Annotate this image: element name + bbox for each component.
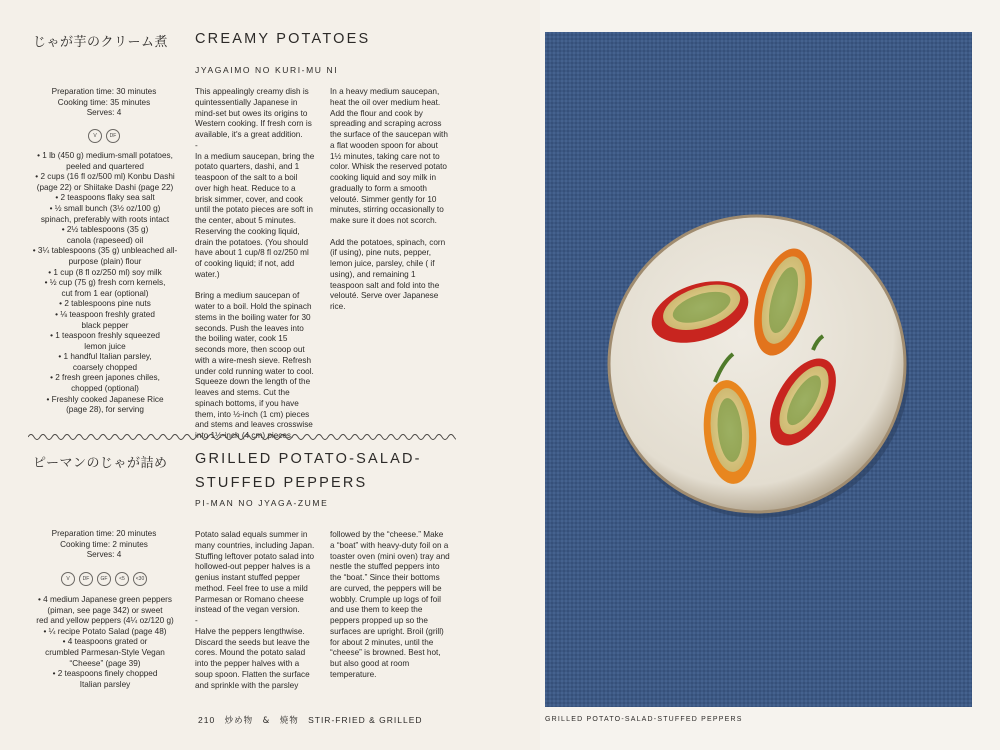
recipe2-jp-title: ピーマンのじゃが詰め (33, 456, 168, 471)
badge-df: DF (106, 129, 120, 143)
recipe1-jp-title: じゃが芋のクリーム煮 (33, 35, 169, 50)
recipe1-meta (28, 87, 180, 119)
ingredient-line: red and yellow peppers (4¼ oz/120 g) (36, 616, 174, 626)
ingredient-line: “Cheese” (page 39) (69, 658, 141, 668)
ingredient-line: peeled and quartered (66, 161, 144, 171)
badge-v: V (88, 129, 102, 143)
recipe2-title-line1: GRILLED POTATO-SALAD- (195, 451, 422, 467)
ingredient-line: black pepper (81, 320, 129, 330)
method-paragraph: followed by the “cheese.” Make a “boat” with heavy-duty foil on a toaster oven (mini oven) tray and nestle the stuffed peppers into the “boat.” Since their bottoms are curved, the peppers will be wobbly. Crumple up logs of foil and use them to keep the peppers propped up so the surfaces are upright. Broil (grill) for about 2 minutes, until the “cheese” is browned. Best hot, but also good at room temperature. (330, 530, 450, 679)
ingredient-line: • 2 teaspoons flaky sea salt (55, 193, 155, 203)
cook-time: Cooking time: 2 minutes (60, 539, 148, 549)
ingredient-line: • 2 tablespoons pine nuts (59, 299, 151, 309)
recipe2-method-col1 (195, 530, 315, 702)
recipe1-diet-badges (28, 129, 180, 143)
ingredient-line: • 2 fresh green japones chiles, (50, 373, 160, 383)
method-paragraph: Add the potatoes, spinach, corn (if using), pine nuts, pepper, lemon juice, parsley, chile ( if using), and remaining 1 teaspoon salt and fold into the velouté. Serve over Japanese rice. (330, 237, 446, 311)
recipe1-romaji: JYAGAIMO NO KURI-MU NI (195, 65, 339, 75)
ingredient-line: • 2½ tablespoons (35 g) (61, 225, 149, 235)
recipe2-romaji: PI-MAN NO JYAGA-ZUME (195, 498, 329, 508)
cook-time: Cooking time: 35 minutes (57, 97, 151, 107)
ingredient-line: • 2 cups (16 fl oz/500 ml) Konbu Dashi (35, 172, 175, 182)
ingredient-line: coarsely chopped (72, 362, 138, 372)
ingredient-line: crumbled Parmesan-Style Vegan (45, 647, 165, 657)
wave-divider (28, 431, 456, 443)
recipe2-method-col2 (330, 530, 450, 691)
recipe1-method-col1 (195, 87, 315, 453)
method-paragraph: Potato salad equals summer in many countries, including Japan. Stuffing leftover potato salad into hollowed-out pepper halves is a genius instant stuffed pepper method. Feel free to use a mild Parmesan or Romano cheese instead of the vegan version. (195, 530, 315, 615)
ingredient-line: spinach, preferably with roots intact (40, 214, 170, 224)
method-paragraph: Bring a medium saucepan of water to a boil. Hold the spinach stems in the boiling water for 30 seconds. Push the leaves into the boiling water, cook 15 seconds more, then scoop out with a wire-mesh sieve. Refresh under cold running water to cool. Squeeze down the length of the leaves and stems. Cut the spinach bottoms, if you have them, into ½-inch (1 cm) pieces and stems and leaves crosswise into 1½-inch (4 cm) pieces. (195, 291, 314, 440)
ingredient-line: Italian parsley (79, 679, 131, 689)
ingredient-line: • 1 lb (450 g) medium-small potatoes, (37, 151, 173, 160)
method-paragraph: In a heavy medium saucepan, heat the oil over medium heat. Add the flour and cook by spreading and scraping across the surface of the saucepan with a flat wooden spoon for about 1½ minutes, taking care not to color. Whisk the reserved potato cooking liquid and soy milk in gradually to form a smooth velouté. Simmer gently for 10 minutes, stirring occasionally to make sure it does not scorch. (330, 87, 448, 225)
servings: Serves: 4 (86, 550, 122, 560)
prep-time: Preparation time: 30 minutes (51, 87, 157, 96)
ingredient-line: (page 22) or Shiitake Dashi (page 22) (36, 182, 174, 192)
method-paragraph: Halve the peppers lengthwise. Discard the seeds but leave the cores. Mound the potato salad into the pepper halves with a soup spoon. Flatten the surface and sprinkle with the parsley (195, 626, 310, 690)
recipe2-title (195, 447, 422, 495)
recipe1-ingredients (26, 151, 184, 416)
badge-df: DF (79, 572, 93, 586)
ingredient-line: • Freshly cooked Japanese Rice (46, 394, 164, 404)
prep-time: Preparation time: 20 minutes (51, 529, 157, 538)
method-separator: - (195, 616, 198, 625)
ingredient-line: • 1 teaspoon freshly squeezed (50, 331, 160, 341)
method-separator: - (195, 140, 198, 150)
ingredient-line: • ½ small bunch (3½ oz/100 g) (49, 203, 161, 213)
recipe2-title-line2: STUFFED PEPPERS (195, 475, 368, 491)
servings: Serves: 4 (86, 108, 122, 118)
page-footer (198, 714, 429, 726)
method-paragraph: This appealingly creamy dish is quintessentially Japanese in mind-set but owes its origins to Western cooking. If fresh corn is available, it's a great addition. (195, 87, 312, 139)
ingredient-line: • 1 cup (8 fl oz/250 ml) soy milk (48, 267, 162, 277)
ingredient-line: cut from 1 ear (optional) (61, 288, 149, 298)
ingredient-line: (page 28), for serving (66, 405, 144, 415)
footer-jp-section: 炒め物 & 焼物 (224, 716, 299, 726)
badge-under30: <30 (133, 572, 147, 586)
ingredient-line: canola (rapeseed) oil (66, 235, 144, 245)
ingredient-line: (piman, see page 342) or sweet (47, 605, 163, 615)
food-photo (545, 32, 972, 707)
method-paragraph: In a medium saucepan, bring the potato quarters, dashi, and 1 teaspoon of the salt to a boil over high heat. Reduce to a brisk simmer, cover, and cook until the potato pieces are soft in the center, about 5 minutes. Reserving the cooking liquid, drain the potatoes. (You should have about 1 cup/8 fl oz/250 ml of cooking liquid; if not, add water.) (195, 151, 315, 279)
ingredient-line: • 3¼ tablespoons (35 g) unbleached all- (32, 246, 178, 256)
badge-under5: <5 (115, 572, 129, 586)
recipe2-meta (28, 529, 180, 561)
badge-gf: GF (97, 572, 111, 586)
ingredient-line: • 2 teaspoons finely chopped (52, 669, 158, 679)
recipe1-title: CREAMY POTATOES (195, 31, 371, 47)
badge-v: V (61, 572, 75, 586)
photo-caption: GRILLED POTATO-SALAD-STUFFED PEPPERS (545, 716, 743, 723)
ingredient-line: • 4 medium Japanese green peppers (38, 595, 172, 604)
ingredient-line: • ¼ recipe Potato Salad (page 48) (43, 626, 167, 636)
recipe2-ingredients (26, 595, 184, 690)
ingredient-line: • 1 handful Italian parsley, (58, 352, 152, 362)
ingredient-line: • ½ cup (75 g) fresh corn kernels, (44, 278, 166, 288)
ingredient-line: • ⅛ teaspoon freshly grated (55, 309, 155, 319)
stuffed-peppers-plate-image (545, 32, 972, 707)
ingredient-line: • 4 teaspoons grated or (62, 637, 148, 647)
footer-section: STIR-FRIED & GRILLED (308, 715, 423, 725)
ingredient-line: purpose (plain) flour (68, 256, 142, 266)
ingredient-line: chopped (optional) (71, 384, 139, 394)
ingredient-line: lemon juice (84, 341, 126, 351)
recipe1-method-col2 (330, 87, 450, 324)
recipe2-diet-badges (28, 572, 180, 586)
page-number: 210 (198, 715, 216, 725)
